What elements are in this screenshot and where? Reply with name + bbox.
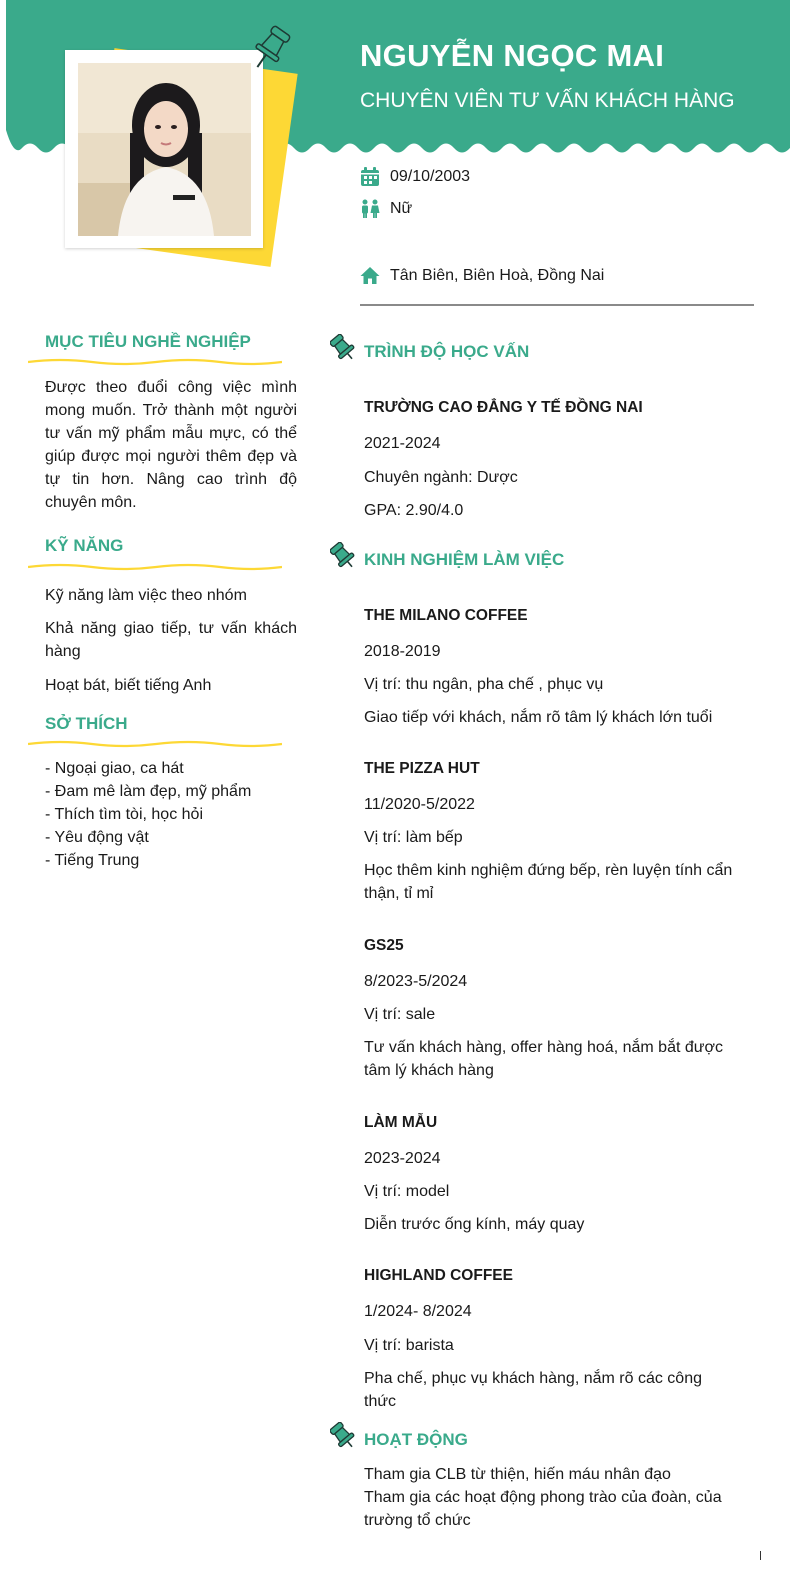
experience-heading: KINH NGHIỆM LÀM VIỆC xyxy=(364,550,565,569)
page-edge-mark xyxy=(760,1551,761,1560)
job-position: Vị trí: barista xyxy=(364,1337,454,1354)
education-heading: TRÌNH ĐỘ HỌC VẤN xyxy=(364,342,530,361)
job-company: LÀM MẪU xyxy=(364,1114,438,1131)
job-description: Tư vấn khách hàng, offer hàng hoá, nắm bắt được tâm lý khách hàng xyxy=(364,1039,723,1079)
education-major: Chuyên ngành: Dược xyxy=(364,469,518,486)
job-position: Vị trí: làm bếp xyxy=(364,829,463,846)
job-position: Vị trí: model xyxy=(364,1183,450,1200)
home-icon xyxy=(360,266,380,286)
skills-underline xyxy=(28,562,282,572)
candidate-name: NGUYỄN NGỌC MAI xyxy=(360,38,665,73)
job-description: Diễn trước ống kính, máy quay xyxy=(364,1216,585,1233)
calendar-icon xyxy=(360,167,380,187)
job-company: THE MILANO COFFEE xyxy=(364,607,528,624)
job-position: Vị trí: thu ngân, pha chế , phục vụ xyxy=(364,676,604,693)
contact-divider xyxy=(360,304,754,306)
job-description: Học thêm kinh nghiệm đứng bếp, rèn luyện tính cẩn thận, tỉ mỉ xyxy=(364,862,733,902)
job-period: 8/2023-5/2024 xyxy=(364,973,468,990)
job-description: Pha chế, phục vụ khách hàng, nắm rõ các công thức xyxy=(364,1370,702,1410)
skill-item: Kỹ năng làm việc theo nhóm xyxy=(45,587,247,604)
activities-heading: HOẠT ĐỘNG xyxy=(364,1430,468,1449)
hobby-item: - Đam mê làm đẹp, mỹ phẩm xyxy=(45,783,252,800)
pushpin-icon xyxy=(248,25,292,73)
school-name: TRƯỜNG CAO ĐẲNG Y TẾ ĐỒNG NAI xyxy=(364,399,643,416)
job-position: Vị trí: sale xyxy=(364,1006,436,1023)
photo-frame xyxy=(65,50,263,248)
activity-item: Tham gia các hoạt động phong trào của đoàn, của trường tổ chức xyxy=(364,1489,722,1529)
skill-item: Khả năng giao tiếp, tư vấn khách hàng xyxy=(45,620,297,660)
activity-item: Tham gia CLB từ thiện, hiến máu nhân đạo xyxy=(364,1466,671,1483)
hobby-item: - Yêu động vật xyxy=(45,829,149,846)
job-company: GS25 xyxy=(364,937,404,954)
hobbies-underline xyxy=(28,739,282,749)
skill-item: Hoạt bát, biết tiếng Anh xyxy=(45,677,212,694)
pushpin-icon xyxy=(330,334,356,362)
gender-icon xyxy=(360,199,380,219)
job-period: 1/2024- 8/2024 xyxy=(364,1303,472,1320)
pushpin-icon xyxy=(330,1422,356,1450)
address-row xyxy=(360,266,604,286)
gender-value: Nữ xyxy=(390,200,413,217)
hobby-item: - Ngoại giao, ca hát xyxy=(45,760,184,777)
objective-heading: MỤC TIÊU NGHỀ NGHIỆP xyxy=(45,332,251,351)
dob-value: 09/10/2003 xyxy=(390,168,471,185)
gender-row xyxy=(360,199,412,219)
job-description: Giao tiếp với khách, nắm rõ tâm lý khách lớn tuổi xyxy=(364,709,713,726)
job-period: 2018-2019 xyxy=(364,643,441,660)
candidate-title: CHUYÊN VIÊN TƯ VẤN KHÁCH HÀNG xyxy=(360,89,735,112)
dob-row xyxy=(360,167,470,187)
education-gpa: GPA: 2.90/4.0 xyxy=(364,502,464,519)
skills-heading: KỸ NĂNG xyxy=(45,536,124,555)
address-value: Tân Biên, Biên Hoà, Đồng Nai xyxy=(390,267,605,284)
job-company: THE PIZZA HUT xyxy=(364,760,480,777)
education-period: 2021-2024 xyxy=(364,435,441,452)
hobby-item: - Thích tìm tòi, học hỏi xyxy=(45,806,203,823)
hobby-item: - Tiếng Trung xyxy=(45,852,140,869)
job-period: 11/2020-5/2022 xyxy=(364,796,475,813)
photo-block xyxy=(40,25,300,275)
job-period: 2023-2024 xyxy=(364,1150,441,1167)
job-company: HIGHLAND COFFEE xyxy=(364,1267,513,1284)
avatar xyxy=(78,63,251,236)
pushpin-icon xyxy=(330,542,356,570)
objective-text: Được theo đuổi công việc mình mong muốn. Trở thành một người tư vấn mỹ phẩm mẫu mực, có thể giúp được mọi người thêm đẹp và tự tin hơn. Nâng cao trình độ chuyên môn. xyxy=(45,379,297,511)
hobbies-heading: SỞ THÍCH xyxy=(45,714,128,733)
objective-underline xyxy=(28,357,282,367)
